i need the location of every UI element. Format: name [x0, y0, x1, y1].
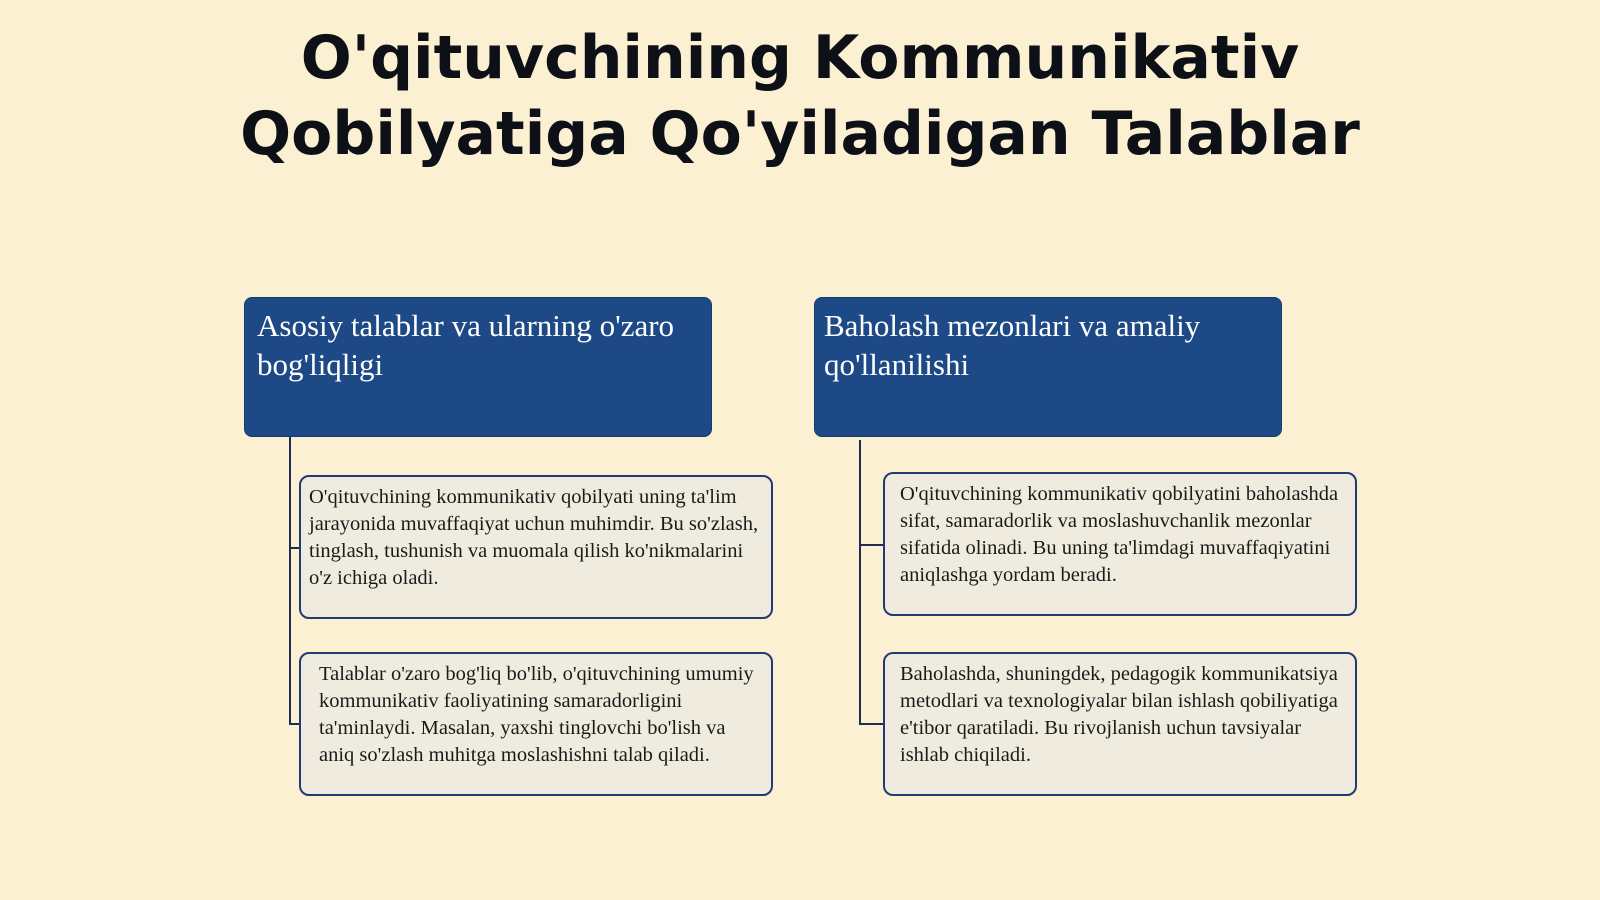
- tree-connector-branch: [859, 544, 885, 546]
- category-header-requirements: Asosiy talablar va ularning o'zaro bog'liqligi: [244, 297, 712, 437]
- category-header-assessment: Baholash mezonlari va amaliy qo'llanilishi: [814, 297, 1282, 437]
- requirement-card-interdependence: Talablar o'zaro bog'liq bo'lib, o'qituvchining umumiy kommunikativ faoliyatining samaradorligini ta'minlaydi. Masalan, yaxshi tinglovchi bo'lish va aniq so'zlash muhitga moslashishni talab qiladi.: [299, 652, 773, 796]
- requirement-card-importance: O'qituvchining kommunikativ qobilyati uning ta'lim jarayonida muvaffaqiyat uchun muhimdir. Bu so'zlash, tinglash, tushunish va muomala qilish ko'nikmalarini o'z ichiga oladi.: [299, 475, 773, 619]
- assessment-card-criteria: O'qituvchining kommunikativ qobilyatini baholashda sifat, samaradorlik va moslashuvchanlik mezonlar sifatida olinadi. Bu uning ta'limdagi muvaffaqiyatini aniqlashga yordam beradi.: [883, 472, 1357, 616]
- tree-connector-vertical: [289, 437, 291, 725]
- assessment-card-methods: Baholashda, shuningdek, pedagogik kommunikatsiya metodlari va texnologiyalar bilan ishlash qobiliyatiga e'tibor qaratiladi. Bu rivojlanish uchun tavsiyalar ishlab chiqiladi.: [883, 652, 1357, 796]
- page-title: O'qituvchining Kommunikativ Qobilyatiga Qo'yiladigan Talablar: [240, 23, 1360, 169]
- tree-connector-vertical: [859, 440, 861, 725]
- tree-connector-branch: [859, 723, 885, 725]
